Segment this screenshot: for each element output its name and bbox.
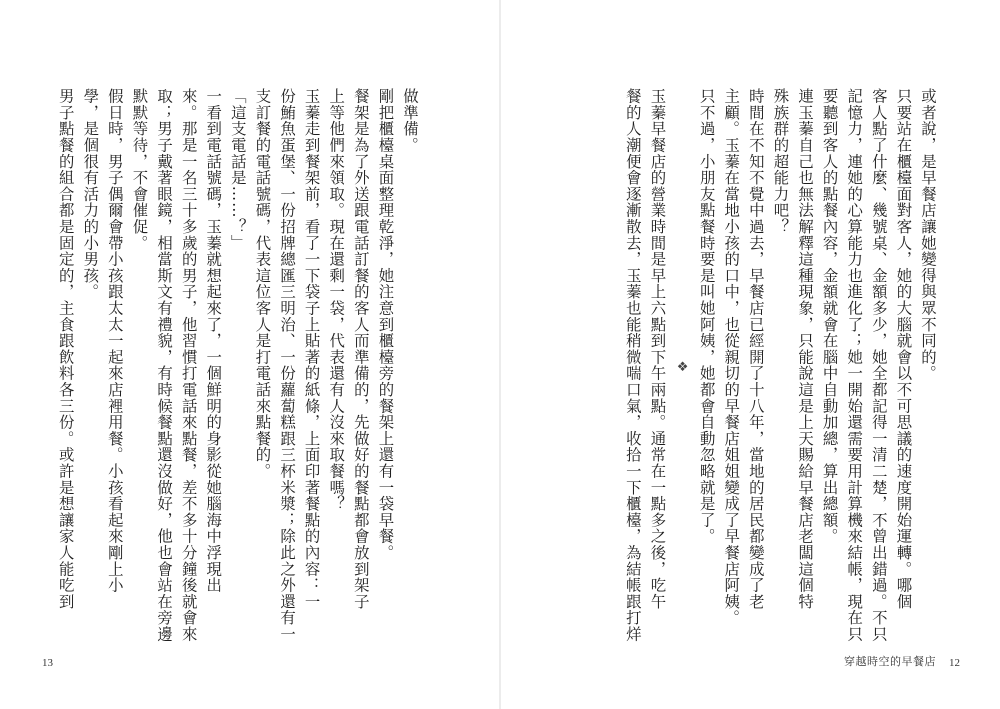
text-line: 默默等待，不會催促。 (130, 88, 149, 251)
right-page-text (620, 88, 940, 648)
text-line: 只不過，小朋友點餐時要是叫她阿姨，她都會自動忽略就是了。 (697, 88, 716, 545)
text-line: 剛把櫃檯桌面整理乾淨，她注意到櫃檯旁的餐架上還有一袋早餐。 (376, 88, 395, 561)
scene-break-ornament: ❖ (675, 360, 691, 376)
page-number: 13 (42, 657, 53, 669)
text-line: 做準備。 (401, 88, 419, 154)
text-line: 殊族群的超能力吧？ (771, 88, 790, 235)
text-line: 連玉蓁自己也無法解釋這種現象，只能說這是上天賜給早餐店老闆這個特 (796, 88, 815, 610)
text-line: 玉蓁早餐店的營業時間是早上六點到下午兩點。通常在一點多之後，吃午 (648, 88, 667, 610)
text-line: 餐架是為了外送跟電話訂餐的客人而準備的，先做好的餐點都會放到架子 (351, 88, 370, 610)
text-line: 支訂餐的電話號碼，代表這位客人是打電話來點餐的。 (253, 88, 272, 480)
text-line: 記憶力，連她的心算能力也進化了；她一開始還需要用計算機來結帳，現在只 (845, 88, 864, 643)
text-line: 一看到電話號碼，玉蓁就想起來了，一個鮮明的身影從她腦海中浮現出 (204, 88, 223, 594)
running-title: 穿越時空的早餐店 (844, 655, 936, 668)
text-line: 「這支電話是……？」 (228, 88, 247, 251)
text-line: 客人點了什麼、幾號桌、金額多少，她全都記得一清二楚，不曾出錯過。不只 (869, 88, 888, 643)
text-line: 份鮪魚蛋堡、一份招牌總匯三明治、一份蘿蔔糕跟三杯米漿；除此之外還有一 (278, 88, 297, 643)
text-line: 玉蓁走到餐架前，看了一下袋子上貼著的紙條，上面印著餐點的內容：一 (302, 88, 321, 610)
text-line: 主顧。玉蓁在當地小孩的口中，也從親切的早餐店姐姐變成了早餐店阿姨。 (722, 88, 741, 626)
text-line: 時間在不知不覺中過去，早餐店已經開了十八年，當地的居民都變成了老 (746, 88, 765, 610)
text-line: 假日時，男子偶爾會帶小孩跟太太一起來店裡用餐。小孩看起來剛上小 (105, 88, 124, 594)
text-line: 男子點餐的組合都是固定的，主食跟飲料各三份。或許是想讓家人能吃到 (56, 88, 75, 610)
text-line: 取；男子戴著眼鏡，相當斯文有禮貌，有時候餐點還沒做好，他也會站在旁邊 (155, 88, 174, 643)
text-line: 餐的人潮便會逐漸散去，玉蓁也能稍微喘口氣，收拾一下櫃檯，為結帳跟打烊 (623, 88, 642, 643)
text-line: 要聽到客人的點餐內容，金額就會在腦中自動加總，算出總額。 (820, 88, 839, 545)
text-line: 上等他們來領取。現在還剩一袋，代表還有人沒來取餐嗎？ (327, 88, 346, 512)
right-page (500, 0, 1000, 709)
left-page-text (53, 88, 422, 648)
text-line: 學，是個很有活力的小男孩。 (81, 88, 100, 300)
text-line: 或者說，是早餐店讓她變得與眾不同的。 (919, 88, 937, 382)
text-line: 只要站在櫃檯面對客人，她的大腦就會以不可思議的速度開始運轉。哪個 (894, 88, 913, 610)
text-line: 來。那是一名三十多歲的男子，他習慣打電話來點餐，差不多十分鐘後就會來 (179, 88, 198, 643)
page-number: 12 (949, 657, 960, 669)
